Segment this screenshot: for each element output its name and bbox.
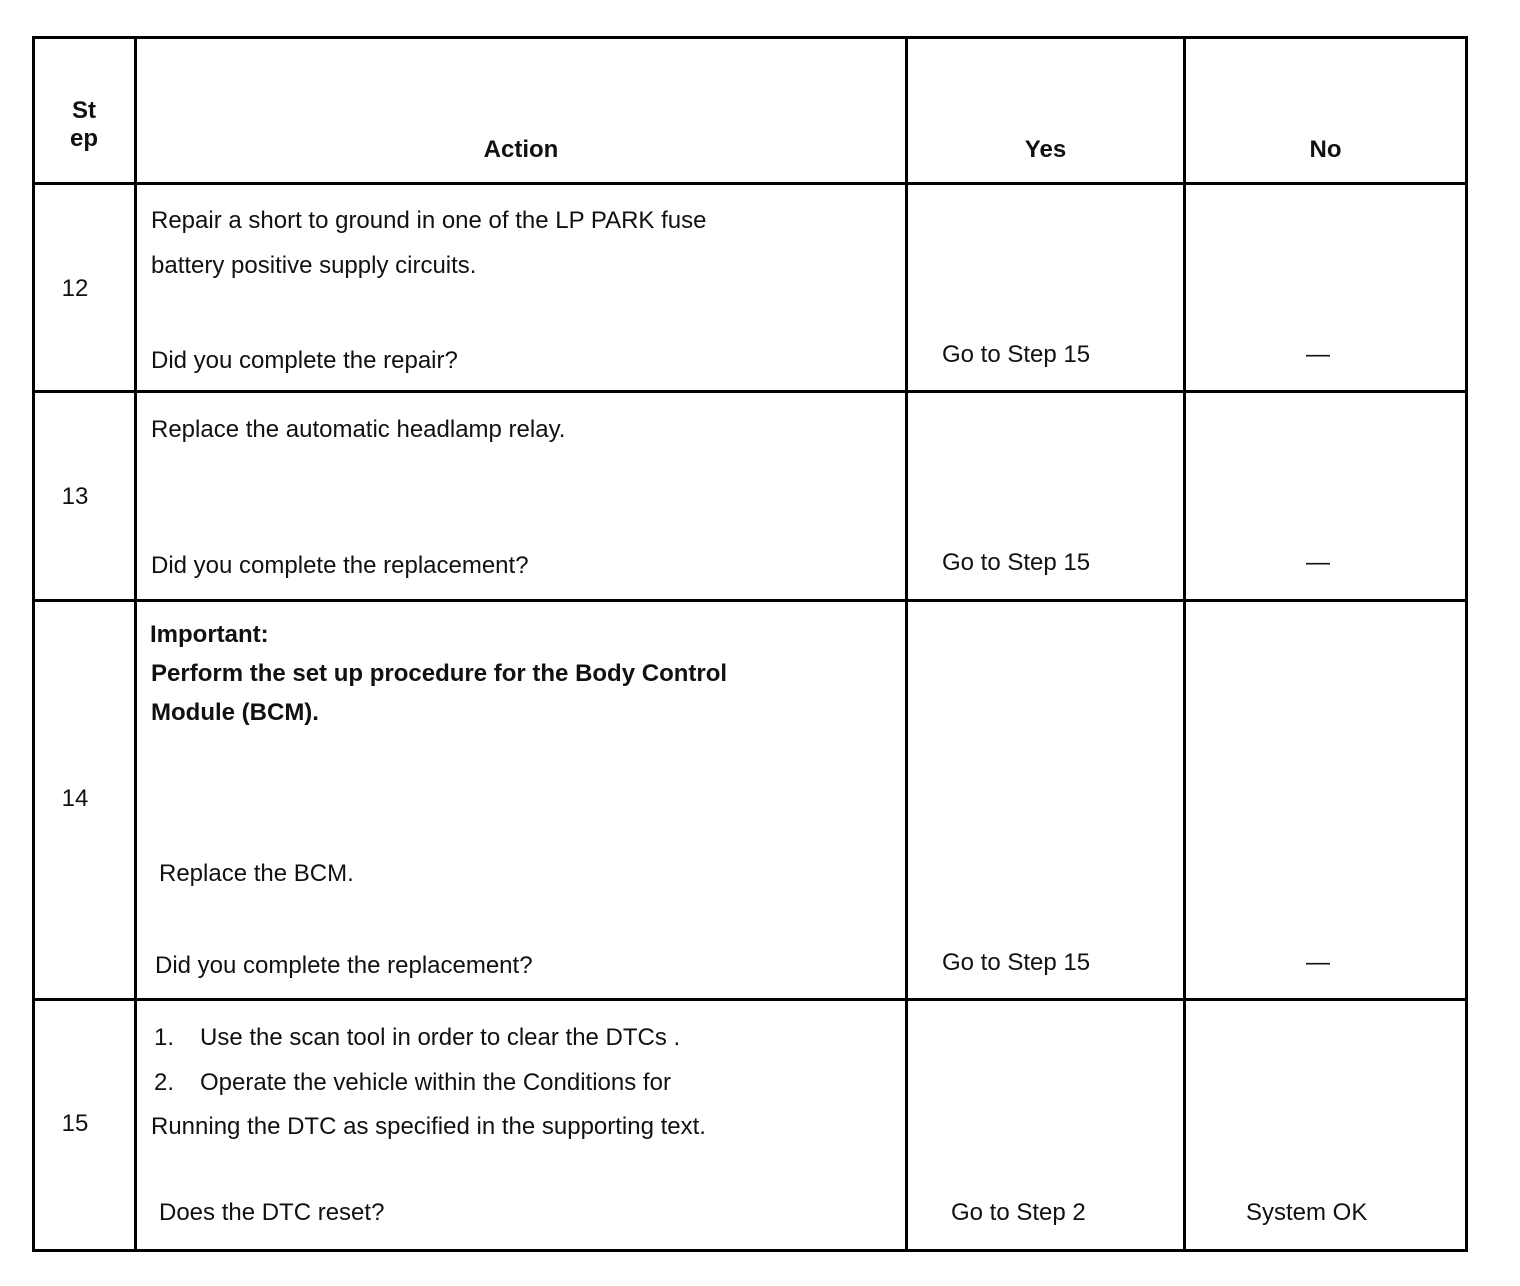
yes-result: Go to Step 15 bbox=[942, 949, 1091, 976]
step-number: 12 bbox=[61, 275, 89, 302]
action-question: Did you complete the repair? bbox=[151, 347, 458, 374]
column-divider bbox=[1183, 36, 1186, 1252]
header-yes: Yes bbox=[1024, 136, 1067, 163]
list-item-continuation: Running the DTC as specified in the supporting text. bbox=[151, 1113, 706, 1140]
important-note: Perform the set up procedure for the Body Control bbox=[151, 660, 728, 687]
list-item-number: 1. bbox=[154, 1024, 175, 1051]
action-question: Did you complete the replacement? bbox=[155, 952, 533, 979]
yes-result: Go to Step 15 bbox=[942, 341, 1091, 368]
step-number: 13 bbox=[61, 483, 89, 510]
row-divider bbox=[32, 36, 1468, 39]
column-divider bbox=[1465, 36, 1468, 1252]
action-text: Repair a short to ground in one of the LP PARK fuse bbox=[151, 207, 707, 234]
no-result: System OK bbox=[1246, 1199, 1368, 1226]
action-text: Replace the automatic headlamp relay. bbox=[151, 416, 566, 443]
header-step-line1: St bbox=[72, 97, 96, 124]
action-text: Replace the BCM. bbox=[159, 860, 354, 887]
yes-result: Go to Step 2 bbox=[951, 1199, 1086, 1226]
column-divider bbox=[134, 36, 137, 1252]
no-result: — bbox=[1306, 341, 1330, 368]
important-label: Important: bbox=[150, 621, 269, 648]
action-question: Did you complete the replacement? bbox=[151, 552, 529, 579]
row-divider bbox=[32, 599, 1468, 602]
header-no: No bbox=[1309, 136, 1342, 163]
list-item-text: Operate the vehicle within the Conditions for bbox=[200, 1069, 671, 1096]
action-question: Does the DTC reset? bbox=[159, 1199, 385, 1226]
header-step bbox=[35, 97, 133, 153]
list-item-text: Use the scan tool in order to clear the DTCs . bbox=[200, 1024, 681, 1051]
diagnostic-table bbox=[32, 36, 1468, 1252]
row-divider bbox=[32, 998, 1468, 1001]
row-divider bbox=[32, 182, 1468, 185]
no-result: — bbox=[1306, 949, 1330, 976]
no-result: — bbox=[1306, 549, 1330, 576]
step-number: 15 bbox=[61, 1110, 89, 1137]
important-note: Module (BCM). bbox=[151, 699, 319, 726]
step-number: 14 bbox=[61, 785, 89, 812]
header-step-line2: ep bbox=[69, 125, 98, 152]
list-item-number: 2. bbox=[154, 1069, 175, 1096]
row-divider bbox=[32, 1249, 1468, 1252]
column-divider bbox=[905, 36, 908, 1252]
header-action: Action bbox=[483, 136, 559, 163]
action-text: battery positive supply circuits. bbox=[151, 252, 477, 279]
yes-result: Go to Step 15 bbox=[942, 549, 1091, 576]
row-divider bbox=[32, 390, 1468, 393]
column-divider bbox=[32, 36, 35, 1252]
